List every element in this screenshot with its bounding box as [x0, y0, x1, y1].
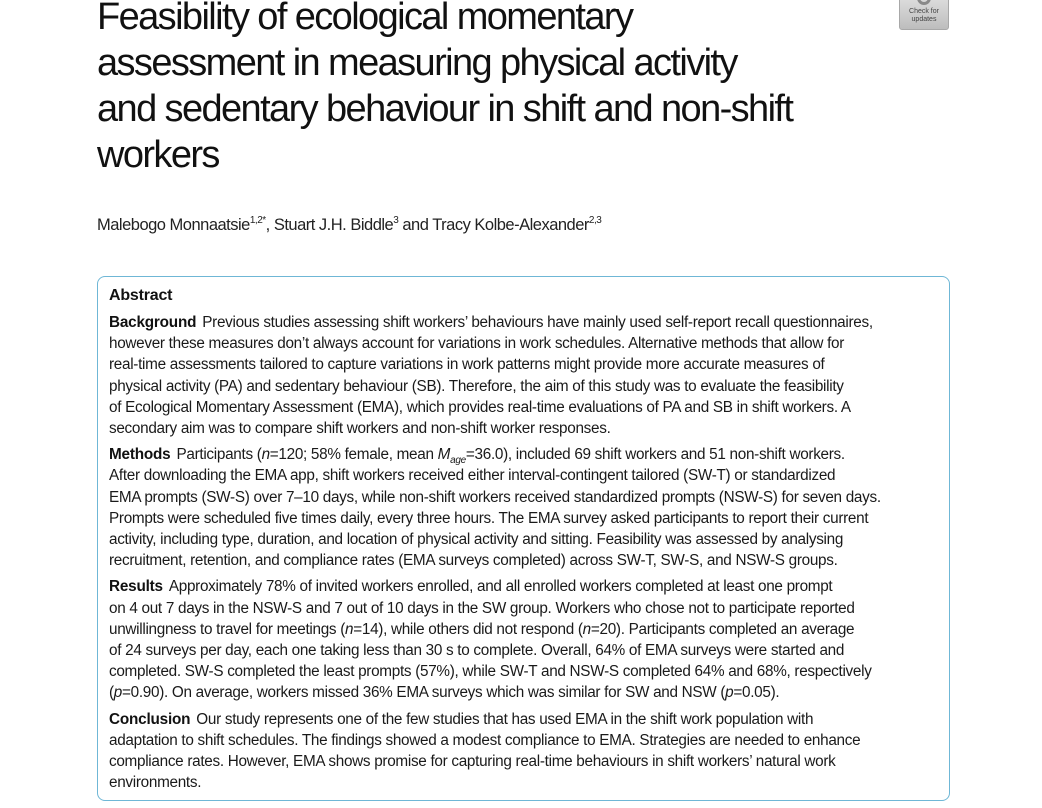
author-affiliation: 1,2*	[249, 215, 266, 226]
text-run: =20). Participants completed an average	[590, 620, 855, 638]
author-affiliation: 3	[393, 215, 399, 226]
text-line: Our study represents one of the few studies that has used EMA in the shift work population with	[196, 710, 814, 728]
text-line: of 24 surveys per day, each one taking less than 30 s to complete. Overall, 64% of EMA surveys were started and	[109, 642, 845, 660]
crossmark-icon	[917, 0, 931, 5]
text-line: After downloading the EMA app, shift workers received either interval-contingent tailored (SW-T) or standardized	[109, 467, 836, 485]
text-run: p	[113, 684, 123, 702]
article-title	[97, 0, 897, 178]
text-line: EMA prompts (SW-S) over 7–10 days, while non-shift workers received standardized prompts (NSW-S) for seven days.	[109, 488, 881, 506]
author-separator: and	[398, 216, 433, 234]
text-run: unwillingness to travel for meetings (	[109, 620, 346, 638]
section-body	[109, 578, 938, 703]
crossmark-label-line1: Check for	[909, 8, 939, 15]
abstract-heading: Abstract	[109, 287, 173, 304]
text-run: Participants (	[176, 446, 262, 464]
text-run: n	[345, 620, 354, 638]
text-line: real-time assessments tailored to capture variations in work patterns might provide more accurate measures of	[109, 356, 825, 374]
text-run: =120; 58% female, mean	[269, 446, 438, 464]
text-line: Approximately 78% of invited workers enrolled, and all enrolled workers completed at least one prompt	[168, 578, 833, 596]
section-label: Conclusion	[109, 710, 191, 728]
text-line	[109, 619, 938, 640]
section-body	[109, 446, 938, 571]
text-line: environments.	[109, 774, 202, 792]
text-line: physical activity (PA) and sedentary behaviour (SB). Therefore, the aim of this study was to evaluate the feasibility	[109, 377, 844, 395]
text-run: p	[725, 684, 734, 702]
section-label: Background	[109, 314, 197, 331]
text-line: adaptation to shift schedules. The findings showed a modest compliance to EMA. Strategies are needed to enhance	[109, 731, 861, 749]
crossmark-label-line2: updates	[911, 16, 937, 23]
text-run: =0.90). On average, workers missed 36% EMA surveys which was similar for SW and NSW (	[122, 684, 726, 702]
title-line: and sedentary behaviour in shift and non-shift	[97, 88, 793, 130]
text-run: n	[582, 620, 591, 638]
text-run: age	[450, 455, 466, 467]
text-run: (	[109, 684, 114, 702]
text-line: however these measures don’t always account for variations in work schedules. Alternative methods that allow for	[109, 335, 845, 353]
author-name[interactable]: Tracy Kolbe-Alexander	[432, 216, 589, 234]
section-body	[109, 314, 938, 439]
crossmark-label	[900, 8, 948, 24]
section-label: Methods	[109, 446, 171, 464]
text-run: =14), while others did not respond (	[353, 620, 583, 638]
text-line	[176, 446, 845, 467]
title-line: assessment in measuring physical activity	[97, 42, 737, 84]
text-line: recruitment, retention, and compliance rates (EMA surveys completed) across SW-T, SW-S, and NSW-S groups.	[109, 552, 838, 570]
text-line: compliance rates. However, EMA shows promise for capturing real-time behaviours in shift workers’ natural work	[109, 753, 836, 771]
author-affiliation: 2,3	[588, 215, 602, 226]
text-line: of Ecological Momentary Assessment (EMA), which provides real-time evaluations of PA and SB in shift workers. A	[109, 398, 851, 416]
author-list	[97, 214, 601, 236]
title-line: Feasibility of ecological momentary	[97, 0, 633, 38]
text-line: secondary aim was to compare shift workers and non-shift worker responses.	[109, 420, 611, 438]
text-line	[109, 682, 938, 703]
text-run: n	[261, 446, 270, 464]
author-separator: ,	[265, 216, 274, 234]
check-for-updates-badge[interactable]	[899, 0, 949, 30]
author-name[interactable]: Stuart J.H. Biddle	[273, 216, 394, 234]
text-run: =36.0), included 69 shift workers and 51 non-shift workers.	[465, 446, 845, 464]
text-run: M	[437, 446, 451, 464]
text-line: completed. SW-S completed the least prompts (57%), while SW-T and NSW-S completed 64% and 68%, respectively	[109, 663, 872, 681]
abstract-box	[97, 276, 950, 801]
section-label: Results	[109, 578, 163, 596]
text-line: Prompts were scheduled five times daily, every three hours. The EMA survey asked participants to report their current	[109, 509, 869, 527]
text-line: activity, including type, duration, and location of physical activity and sitting. Feasibility was assessed by analysing	[109, 531, 844, 549]
text-line: on 4 out 7 days in the NSW-S and 7 out of 10 days in the SW group. Workers who chose not to participate reported	[109, 599, 855, 617]
text-line: Previous studies assessing shift workers’ behaviours have mainly used self-report recall questionnaires,	[202, 314, 873, 331]
abstract-background	[109, 312, 938, 439]
section-body	[109, 711, 938, 794]
title-line: workers	[97, 134, 219, 176]
abstract-results	[109, 576, 938, 703]
text-run: =0.05).	[733, 684, 780, 702]
abstract-methods	[109, 444, 938, 571]
abstract-conclusion	[109, 709, 938, 794]
author-name[interactable]: Malebogo Monnaatsie	[97, 216, 250, 234]
